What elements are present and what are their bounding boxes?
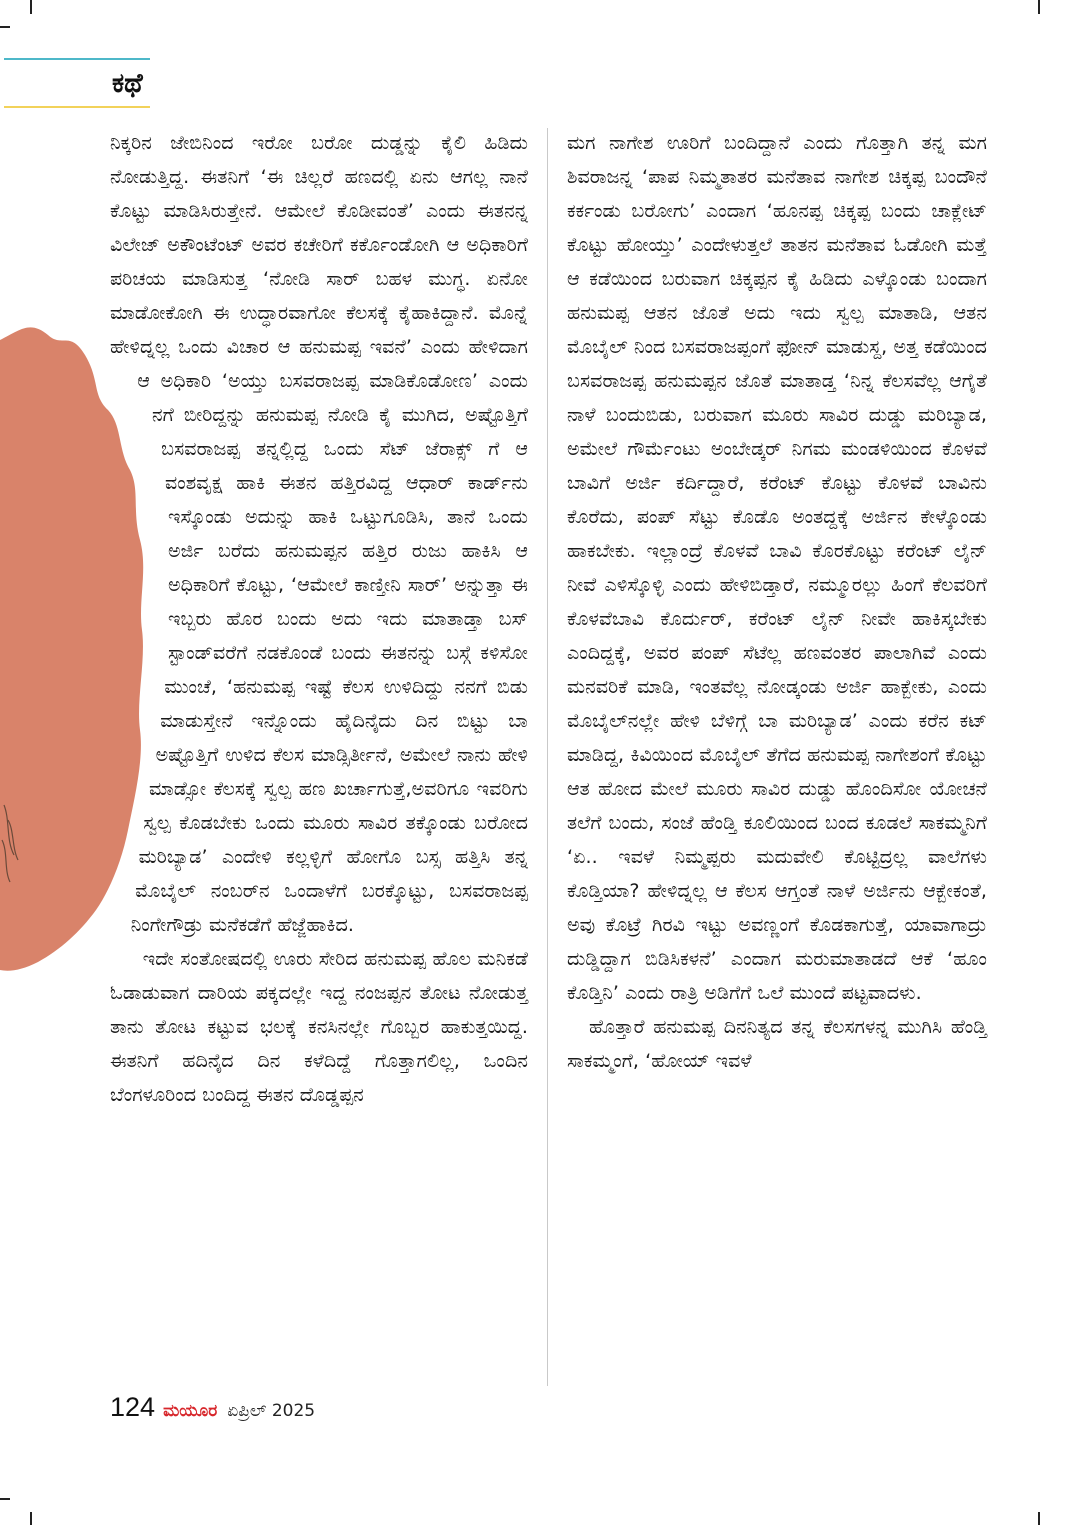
article-column-right: [567, 126, 987, 1078]
crop-mark-bottom-left-h: [0, 1498, 10, 1500]
issue-date: ಏಪ್ರಿಲ್ 2025: [227, 1401, 316, 1421]
section-label: ಕಥೆ: [112, 68, 143, 99]
page-footer: [110, 1392, 315, 1428]
crop-mark-top-right: [1038, 0, 1040, 14]
crop-mark-top-left-h: [0, 26, 10, 28]
magazine-logo: ಮಯೂರ: [163, 1401, 218, 1421]
article-column-left: [110, 126, 528, 1112]
paragraph: ಹೊತ್ತಾರೆ ಹನುಮಪ್ಪ ದಿನನಿತ್ಯದ ತನ್ನ ಕೆಲಸಗಳನ್ನ ಮುಗಿಸಿ ಹೆಂಡ್ತಿ ಸಾಕಮ್ಮಂಗೆ, ‘ಹೋಯ್ ಇವಳೆ: [567, 1016, 987, 1072]
paragraph: ಇದೇ ಸಂತೋಷದಲ್ಲಿ ಊರು ಸೇರಿದ ಹನುಮಪ್ಪ ಹೊಲ ಮನಿಕಡೆ ಓಡಾಡುವಾಗ ದಾರಿಯ ಪಕ್ಕದಲ್ಲೇ ಇದ್ದ ನಂಜಪ್ಪನ ತೋಟ ನೋಡುತ್ತ ತಾನು ತೋಟ ಕಟ್ಟುವ ಭಲಕ್ಕೆ ಕನಸಿನಲ್ಲೇ ಗೊಬ್ಬರ ಹಾಕುತ್ತಯಿದ್ದ. ಈತನಿಗೆ ಹದಿನೈದ ದಿನ ಕಳೆದಿದ್ದೆ ಗೊತ್ತಾಗಲಿಲ್ಲ, ಒಂದಿನ ಬೆಂಗಳೂರಿಂದ ಬಂದಿದ್ದ ಈತನ ದೊಡ್ಡಪ್ಪನ: [110, 948, 528, 1106]
crop-mark-bottom-left: [30, 1512, 32, 1525]
paragraph: ಮಗ ನಾಗೇಶ ಊರಿಗೆ ಬಂದಿದ್ದಾನೆ ಎಂದು ಗೊತ್ತಾಗಿ ತನ್ನ ಮಗ ಶಿವರಾಜನ್ನ ‘ಪಾಪ ನಿಮ್ಮತಾತರ ಮನೆತಾವ ನಾಗೇಶ ಚಿಕ್ಕಪ್ಪ ಬಂದೌನೆ ಕರ್ಕಂಡು ಬರೋಗು’ ಎಂದಾಗ ‘ಹೂನಪ್ಪ ಚಿಕ್ಕಪ್ಪ ಬಂದು ಚಾಕ್ಲೇಟ್ ಕೊಟ್ಟು ಹೋಯ್ತು’ ಎಂದೇಳುತ್ತಲೆ ತಾತನ ಮನೆತಾವ ಓಡೋಗಿ ಮತ್ತೆ ಆ ಕಡೆಯಿಂದ ಬರುವಾಗ ಚಿಕ್ಕಪ್ಪನ ಕೈ ಹಿಡಿದು ಎಳ್ಕೊಂಡು ಬಂದಾಗ ಹನುಮಪ್ಪ ಆತನ ಜೊತೆ ಅದು ಇದು ಸ್ವಲ್ಪ ಮಾತಾಡಿ, ಆತನ ಮೊಬೈಲ್ ನಿಂದ ಬಸವರಾಜಪ್ಪಂಗೆ ಫೋನ್ ಮಾಡುಸ್ದ, ಅತ್ತ ಕಡೆಯಿಂದ ಬಸವರಾಜಪ್ಪ ಹನುಮಪ್ಪನ ಜೊತೆ ಮಾತಾಡ್ತ ‘ನಿನ್ನ ಕೆಲಸವೆಲ್ಲ ಆಗೈತೆ ನಾಳೆ ಬಂದುಬಿಡು, ಬರುವಾಗ ಮೂರು ಸಾವಿರ ದುಡ್ಡು ಮರಿಬ್ಯಾಡ, ಅಮೇಲೆ ಗೌರ್ಮೆಂಟು ಅಂಬೇಡ್ಕರ್ ನಿಗಮ ಮಂಡಳಿಯಿಂದ ಕೊಳವೆ ಬಾವಿಗೆ ಅರ್ಜಿ ಕರ್ದಿದ್ದಾರೆ, ಕರೆಂಟ್ ಕೊಟ್ಟು ಕೊಳವೆ ಬಾವಿನು ಕೊರೆದು, ಪಂಪ್ ಸೆಟ್ಟು ಕೊಡೊ ಅಂತದ್ದಕ್ಕೆ ಅರ್ಜಿನ ಕೇಳ್ಕೊಂಡು ಹಾಕಬೇಕು. ಇಲ್ಲಾಂದ್ರೆ ಕೊಳವೆ ಬಾವಿ ಕೊರಕೊಟ್ಟು ಕರೆಂಟ್ ಲೈನ್ ನೀವೆ ಎಳಿಸ್ಕೊಳ್ಳಿ ಎಂದು ಹೇಳಿಬಿಡ್ತಾರೆ, ನಮ್ಮೂರಲ್ಲು ಹಿಂಗೆ ಕೆಲವರಿಗೆ ಕೊಳವೆಬಾವಿ ಕೊರ್ದುರ್, ಕರೆಂಟ್ ಲೈನ್ ನೀವೇ ಹಾಕಿಸ್ಕಬೇಕು ಎಂದಿದ್ದಕ್ಕೆ, ಅವರ ಪಂಪ್ ಸೆಟೆಲ್ಲ ಹಣವಂತರ ಪಾಲಾಗಿವೆ ಎಂದು ಮನವರಿಕೆ ಮಾಡಿ, ಇಂತವೆಲ್ಲ ನೋಡ್ಕಂಡು ಅರ್ಜಿ ಹಾಕ್ಬೇಕು, ಎಂದು ಮೊಬೈಲ್‌ನಲ್ಲೇ ಹೇಳಿ ಬೆಳಿಗ್ಗೆ ಬಾ ಮರಿಬ್ಯಾಡ’ ಎಂದು ಕರೆನ ಕಟ್ ಮಾಡಿದ್ದ, ಕಿವಿಯಿಂದ ಮೊಬೈಲ್ ತೆಗೆದ ಹನುಮಪ್ಪ ನಾಗೇಶಂಗೆ ಕೊಟ್ಟು ಆತ ಹೋದ ಮೇಲೆ ಮೂರು ಸಾವಿರ ದುಡ್ಡು ಹೊಂದಿಸೋ ಯೋಚನೆ ತಲೆಗೆ ಬಂದು, ಸಂಜೆ ಹೆಂಡ್ತಿ ಕೂಲಿಯಿಂದ ಬಂದ ಕೂಡಲೆ ಸಾಕಮ್ಮನಿಗೆ ‘ಏ.. ಇವಳೆ ನಿಮ್ಮಪ್ಪರು ಮದುವೇಲಿ ಕೊಟ್ಟಿದ್ರಲ್ಲ ವಾಲೆಗಳು ಕೊಡ್ತಿಯಾ? ಹೇಳಿದ್ನಲ್ಲ ಆ ಕೆಲಸ ಆಗ್ತಂತೆ ನಾಳೆ ಅರ್ಜಿನು ಆಕ್ಬೇಕಂತೆ, ಅವು ಕೊಟ್ರೆ ಗಿರವಿ ಇಟ್ಟು ಅವಣ್ಣಂಗೆ ಕೊಡಕಾಗುತ್ತೆ, ಯಾವಾಗಾದ್ರು ದುಡ್ಡಿದ್ದಾಗ ಬಿಡಿಸಿಕಳನೆ’ ಎಂದಾಗ ಮರುಮಾತಾಡದೆ ಆಕೆ ‘ಹೂಂ ಕೊಡ್ತಿನಿ’ ಎಂದು ರಾತ್ರಿ ಅಡಿಗೆಗೆ ಒಲೆ ಮುಂದೆ ಪಟ್ಟವಾದಳು.: [567, 132, 987, 1004]
crop-mark-bottom-right: [1038, 1512, 1040, 1525]
section-header: [0, 58, 150, 110]
section-rule-top: [4, 58, 150, 60]
paragraph: ನಿಕ್ಕರಿನ ಜೇಬಿನಿಂದ ಇರೋ ಬರೋ ದುಡ್ಡನ್ನು ಕೈಲಿ ಹಿಡಿದು ನೋಡುತ್ತಿದ್ದ. ಈತನಿಗೆ ‘ಈ ಚಿಲ್ಲರೆ ಹಣದಲ್ಲಿ ಏನು ಆಗಲ್ಲ ನಾನೆ ಕೊಟ್ಟು ಮಾಡಿಸಿರುತ್ತೇನೆ. ಆಮೇಲೆ ಕೊಡೀವಂತೆ’ ಎಂದು ಈತನನ್ನ ವಿಲೇಜ್ ಅಕೌಂಟೆಂಟ್ ಅವರ ಕಚೇರಿಗೆ ಕರ್ಕೊಂಡೋಗಿ ಆ ಅಧಿಕಾರಿಗೆ ಪರಿಚಯ ಮಾಡಿಸುತ್ತ ‘ನೋಡಿ ಸಾರ್ ಬಹಳ ಮುಗ್ಧ. ಏನೋ ಮಾಡೋಕೋಗಿ ಈ ಉದ್ಧಾರವಾಗೋ ಕೆಲಸಕ್ಕೆ ಕೈಹಾಕಿದ್ದಾನೆ. ಮೊನ್ನೆ ಹೇಳಿದ್ನಲ್ಲ ಒಂದು ವಿಚಾರ ಆ ಹನುಮಪ್ಪ ಇವನೆ’ ಎಂದು ಹೇಳಿದಾಗ ಆ ಅಧಿಕಾರಿ ‘ಅಯ್ತು ಬಸವರಾಜಪ್ಪ ಮಾಡಿಕೊಡೋಣ’ ಎಂದು ನಗೆ ಬೀರಿದ್ದನ್ನು ಹನುಮಪ್ಪ ನೋಡಿ ಕೈ ಮುಗಿದ, ಅಷ್ಟೊತ್ತಿಗೆ ಬಸವರಾಜಪ್ಪ ತನ್ನಲ್ಲಿದ್ದ ಒಂದು ಸೆಟ್ ಜೆರಾಕ್ಸ್ ಗೆ ಆ ವಂಶವೃಕ್ಷ ಹಾಕಿ ಈತನ ಹತ್ತಿರವಿದ್ದ ಆಧಾರ್ ಕಾರ್ಡ್‌ನು ಇಸ್ಕೊಂಡು ಅದುನ್ನು ಹಾಕಿ ಒಟ್ಟುಗೂಡಿಸಿ, ತಾನೆ ಒಂದು ಅರ್ಜಿ ಬರೆದು ಹನುಮಪ್ಪನ ಹತ್ತಿರ ರುಜು ಹಾಕಿಸಿ ಆ ಅಧಿಕಾರಿಗೆ ಕೊಟ್ಟು, ‘ಆಮೇಲೆ ಕಾಣ್ತೀನಿ ಸಾರ್’ ಅನ್ನುತ್ತಾ ಈ ಇಬ್ಬರು ಹೊರ ಬಂದು ಅದು ಇದು ಮಾತಾಡ್ತಾ ಬಸ್ ಸ್ಟಾಂಡ್‌ವರೆಗೆ ನಡಕೊಂಡೆ ಬಂದು ಈತನನ್ನು ಬಸ್ಗೆ ಕಳಿಸೋ ಮುಂಚೆ, ‘ಹನುಮಪ್ಪ ಇಷ್ಟೆ ಕೆಲಸ ಉಳಿದಿದ್ದು ನನಗೆ ಬಿಡು ಮಾಡುಸ್ತೇನೆ ಇನ್ನೊಂದು ಹೈದಿನೈದು ದಿನ ಬಿಟ್ಟು ಬಾ ಅಷ್ಟೊತ್ತಿಗೆ ಉಳಿದ ಕೆಲಸ ಮಾಡ್ಸಿರ್ತೀನೆ, ಅಮೇಲೆ ನಾನು ಹೇಳಿ ಮಾಡ್ಸೋ ಕೆಲಸಕ್ಕೆ ಸ್ವಲ್ಪ ಹಣ ಖರ್ಚಾಗುತ್ತೆ,ಅವರಿಗೂ ಇವರಿಗು ಸ್ವಲ್ಪ ಕೊಡಬೇಕು ಒಂದು ಮೂರು ಸಾವಿರ ತಕ್ಕೊಂಡು ಬರೋದ ಮರಿಬ್ಯಾಡ’ ಎಂದೇಳಿ ಕಲ್ಲಳ್ಳಿಗೆ ಹೋಗೊ ಬಸ್ಸ ಹತ್ತಿಸಿ ತನ್ನ ಮೊಬೈಲ್ ನಂಬರ್‌ನ ಒಂದಾಳೆಗೆ ಬರಕ್ಕೊಟ್ಟು, ಬಸವರಾಜಪ್ಪ ನಿಂಗೇಗೌಡ್ರು ಮನೆಕಡೆಗೆ ಹೆಜ್ಜೆಹಾಕಿದ.: [110, 132, 528, 936]
crop-mark-top-left: [30, 0, 32, 14]
section-rule-bottom: [4, 106, 150, 108]
column-divider: [547, 128, 548, 1386]
page-number: 124: [110, 1392, 156, 1422]
